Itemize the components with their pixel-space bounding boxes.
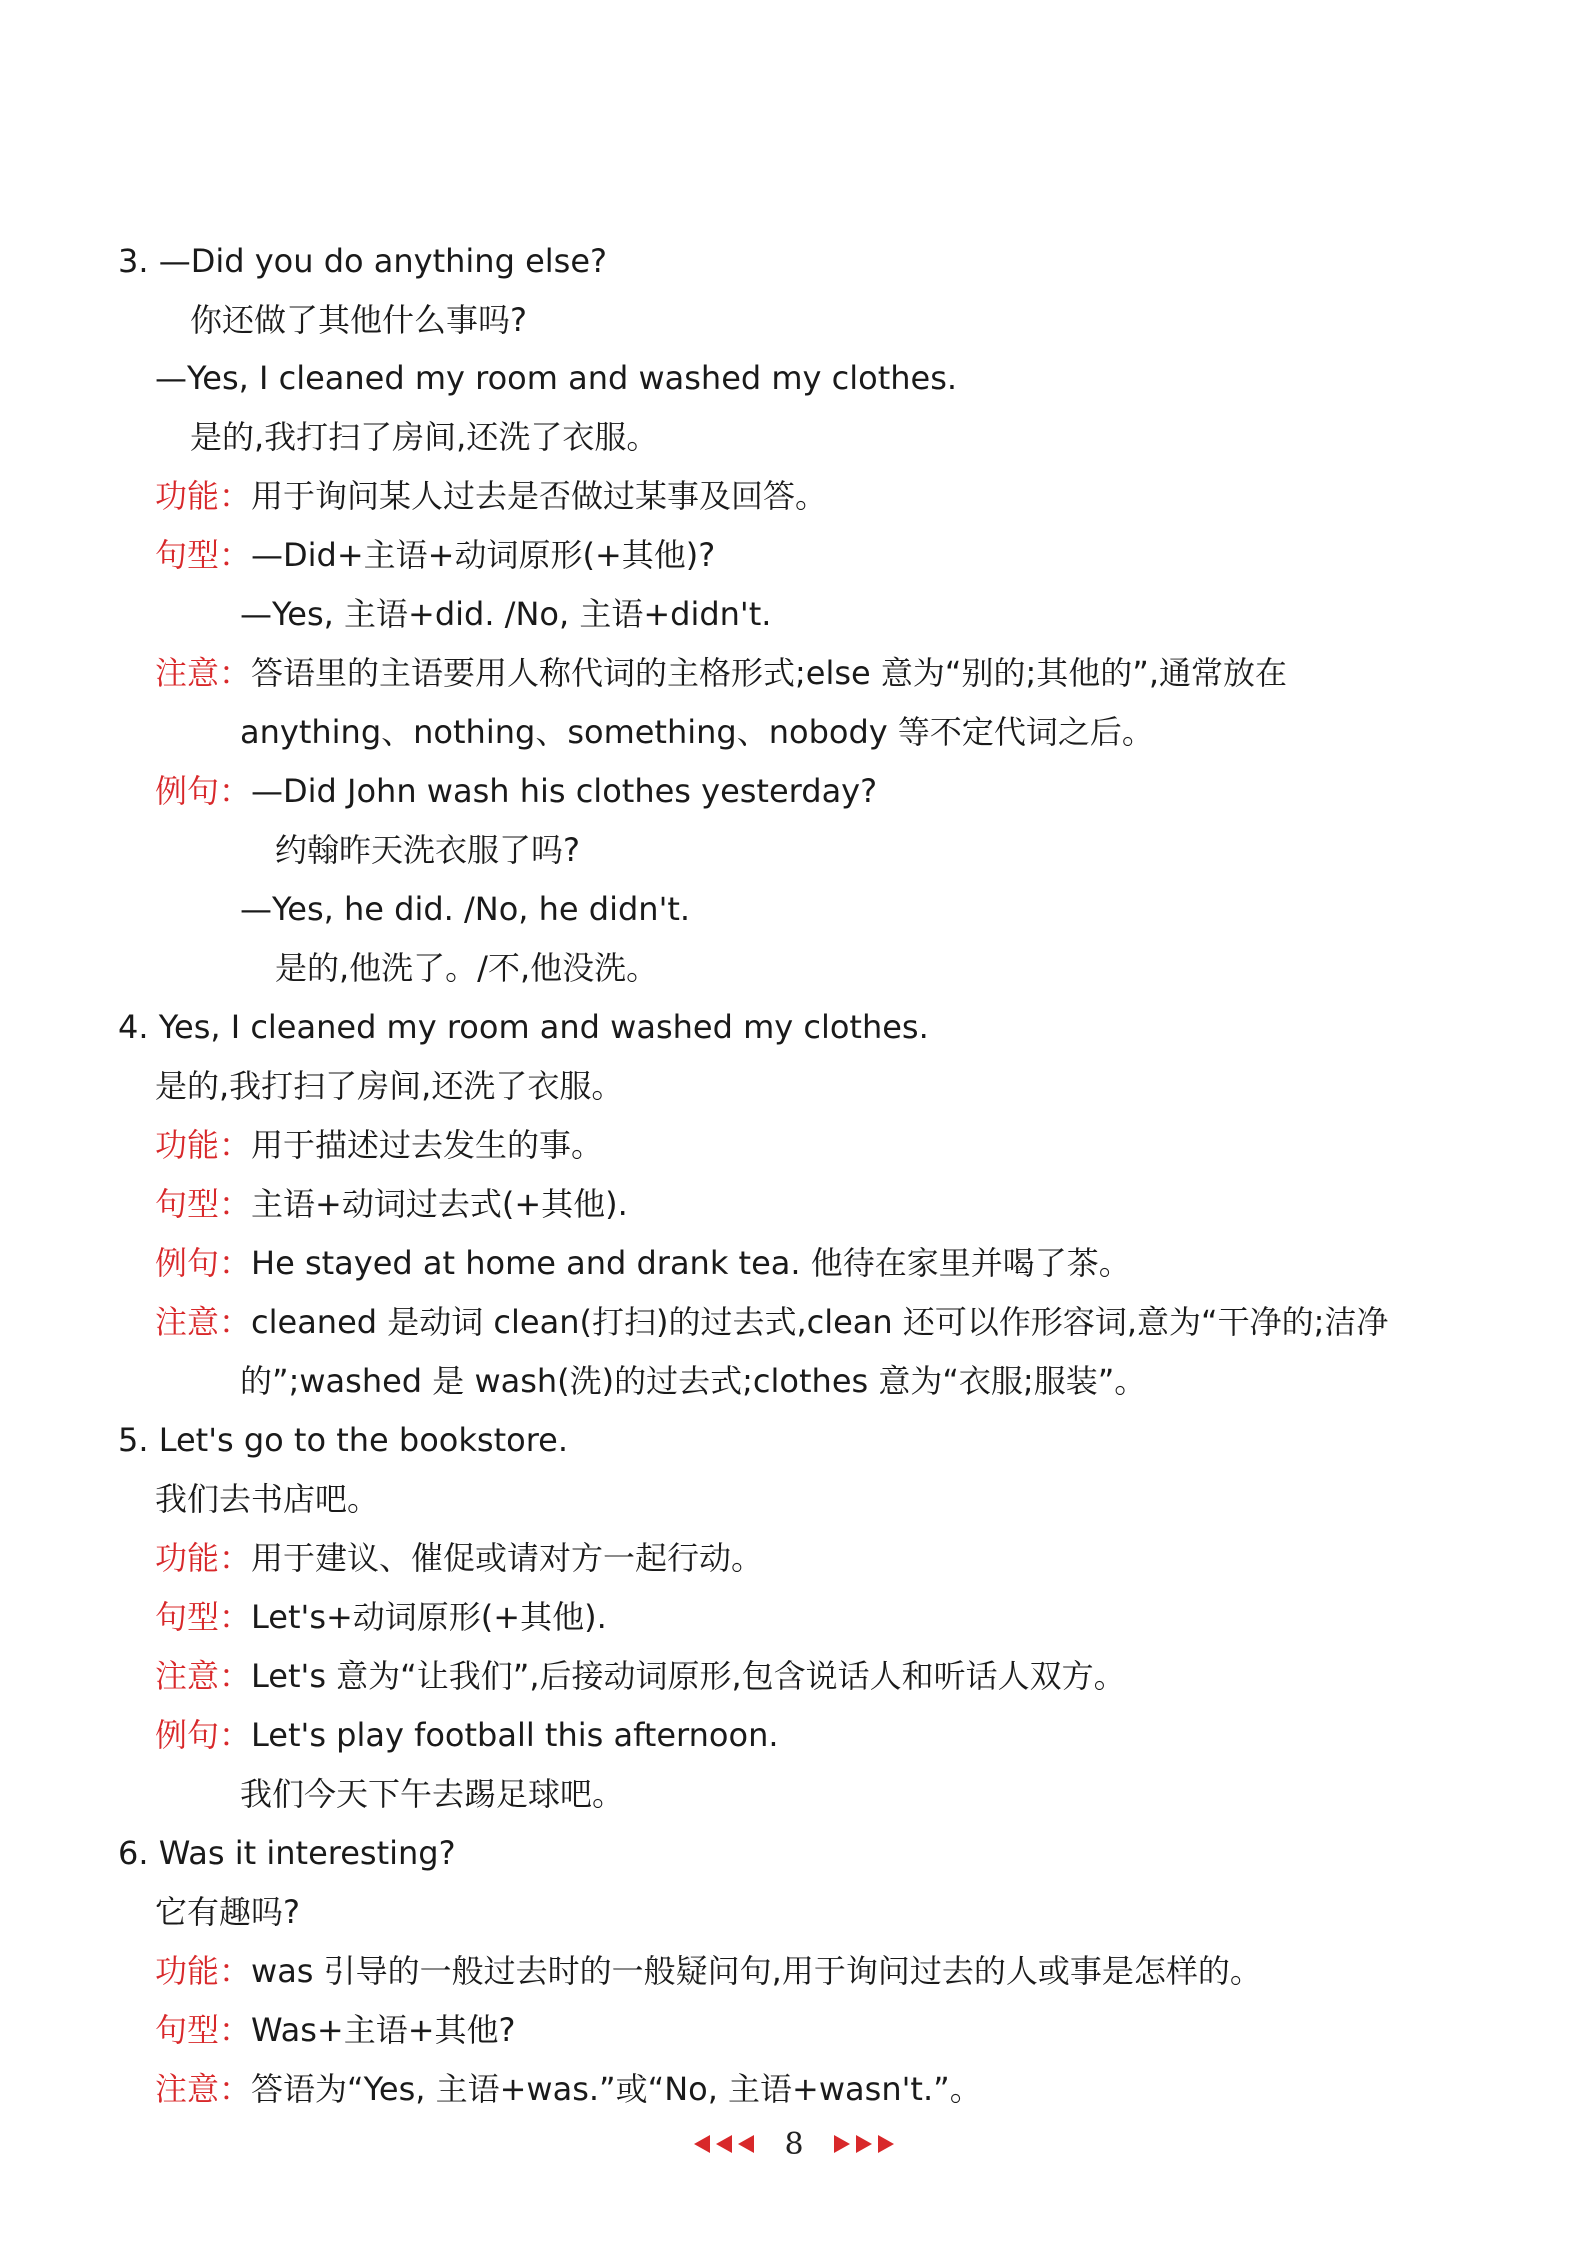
item-4-pattern: 句型：主语+动词过去式(+其他). (155, 1185, 628, 1223)
item-3-example: 例句：—Did John wash his clothes yesterday? (155, 772, 878, 810)
item-6-sentence: 6. Was it interesting? (118, 1834, 456, 1872)
item-3-function: 功能：用于询问某人过去是否做过某事及回答。 (155, 477, 828, 515)
item-5-pattern: 句型：Let's+动词原形(+其他). (155, 1598, 607, 1636)
function-label: 功能： (155, 1126, 252, 1164)
item-6-note: 注意：答语为“Yes, 主语+was.”或“No, 主语+wasn't.”。 (155, 2070, 982, 2108)
triple-left-arrow-icon (692, 2134, 754, 2154)
item-5-sentence: 5. Let's go to the bookstore. (118, 1421, 568, 1459)
function-label: 功能： (155, 1539, 252, 1577)
item-3-answer: —Yes, I cleaned my room and washed my clothes. (155, 359, 958, 397)
page-footer (0, 2122, 1588, 2166)
function-label: 功能： (155, 477, 252, 515)
item-6-pattern: 句型：Was+主语+其他? (155, 2011, 516, 2049)
item-4-note: 注意：cleaned 是动词 clean(打扫)的过去式,clean 还可以作形容词,意为“干净的;洁净 (155, 1303, 1389, 1341)
item-3-note: 注意：答语里的主语要用人称代词的主格形式;else 意为“别的;其他的”,通常放在 (155, 654, 1288, 692)
note-label: 注意： (155, 654, 252, 692)
function-label: 功能： (155, 1952, 252, 1990)
item-6-translation: 它有趣吗? (155, 1893, 300, 1931)
pattern-label: 句型： (155, 536, 252, 574)
item-5-example: 例句：Let's play football this afternoon. (155, 1716, 779, 1754)
pattern-label: 句型： (155, 2011, 252, 2049)
item-3-example-translation: 约翰昨天洗衣服了吗? (275, 831, 580, 869)
item-3-pattern-answer: —Yes, 主语+did. /No, 主语+didn't. (240, 595, 772, 633)
item-4-translation: 是的,我打扫了房间,还洗了衣服。 (155, 1067, 624, 1105)
example-label: 例句： (155, 772, 252, 810)
item-4-function: 功能：用于描述过去发生的事。 (155, 1126, 604, 1164)
triple-right-arrow-icon (834, 2134, 896, 2154)
item-5-function: 功能：用于建议、催促或请对方一起行动。 (155, 1539, 764, 1577)
item-3-example-answer-translation: 是的,他洗了。/不,他没洗。 (275, 949, 659, 987)
note-label: 注意： (155, 1657, 252, 1695)
item-3-answer-translation: 是的,我打扫了房间,还洗了衣服。 (190, 418, 659, 456)
item-5-note: 注意：Let's 意为“让我们”,后接动词原形,包含说话人和听话人双方。 (155, 1657, 1126, 1695)
item-5-translation: 我们去书店吧。 (155, 1480, 380, 1518)
pattern-label: 句型： (155, 1185, 252, 1223)
note-label: 注意： (155, 2070, 252, 2108)
item-3-question-translation: 你还做了其他什么事吗? (190, 301, 527, 339)
item-6-function: 功能：was 引导的一般过去时的一般疑问句,用于询问过去的人或事是怎样的。 (155, 1952, 1262, 1990)
note-label: 注意： (155, 1303, 252, 1341)
pattern-label: 句型： (155, 1598, 252, 1636)
item-4-example: 例句：He stayed at home and drank tea. 他待在家里并喝了茶。 (155, 1244, 1131, 1282)
item-3-note-continued: anything、nothing、something、nobody 等不定代词之后。 (240, 713, 1154, 751)
page-number: 8 (784, 2126, 804, 2162)
item-4-sentence: 4. Yes, I cleaned my room and washed my clothes. (118, 1008, 929, 1046)
item-5-example-translation: 我们今天下午去踢足球吧。 (240, 1775, 625, 1813)
example-label: 例句： (155, 1244, 252, 1282)
item-3-pattern: 句型：—Did+主语+动词原形(+其他)? (155, 536, 716, 574)
item-4-note-continued: 的”;washed 是 wash(洗)的过去式;clothes 意为“衣服;服装”。 (240, 1362, 1147, 1400)
item-3-question: 3. —Did you do anything else? (118, 242, 607, 280)
example-label: 例句： (155, 1716, 252, 1754)
item-3-example-answer: —Yes, he did. /No, he didn't. (240, 890, 691, 928)
